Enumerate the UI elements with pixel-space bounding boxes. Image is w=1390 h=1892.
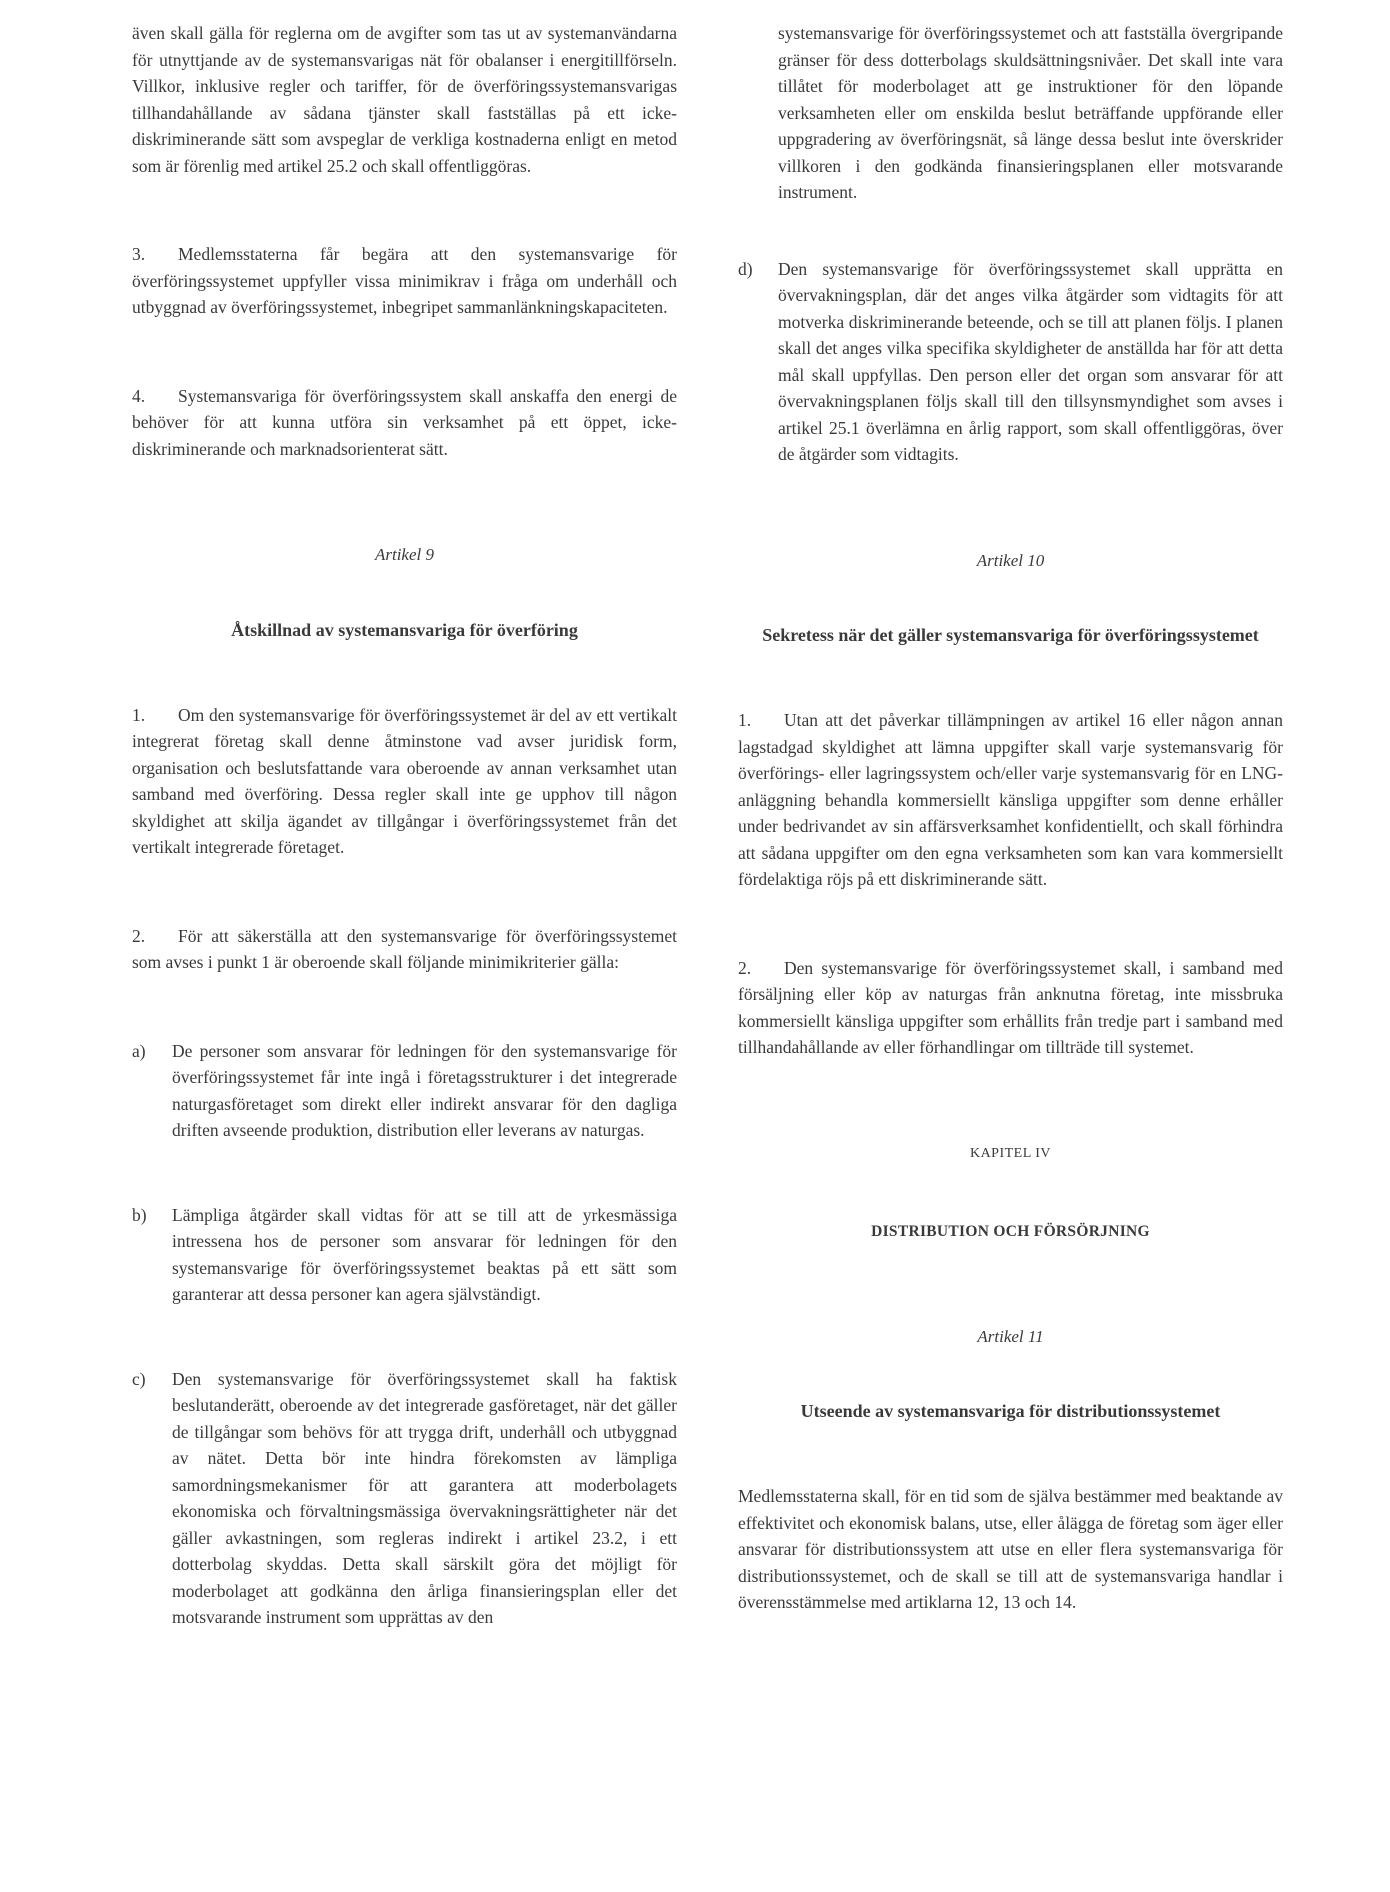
article-11-title: Utseende av systemansvariga för distributionssystemet: [800, 1401, 1221, 1421]
article-11-label: Artikel 11: [977, 1326, 1044, 1346]
chapter-label: KAPITEL IV: [969, 1145, 1052, 1161]
article-9-paragraph-1: [132, 702, 677, 861]
list-marker: a): [132, 1040, 146, 1061]
article-9-title: Åtskillnad av systemansvariga för överföring: [231, 619, 578, 640]
right-column: [738, 20, 1283, 1616]
article-10-paragraph-1: [738, 707, 1283, 893]
article-10-paragraph-2: [738, 955, 1283, 1061]
list-item-text: Lämpliga åtgärder skall vidtas för att se till att de yrkesmässiga intressena hos de personer som ansvarar för ledningen för den systemansvarige för överföringssystemet beaktas på ett sätt som garanterar att dessa personer kan agera självständigt.: [172, 1204, 677, 1304]
paragraph-4: [132, 383, 677, 463]
article-9-paragraph-2: [132, 923, 677, 976]
paragraph-text: För att säkerställa att den systemansvarige för överföringssystemet som avses i punkt 1 är oberoende skall följande minimikriterier gälla:: [132, 925, 677, 972]
paragraph-number: 2.: [132, 925, 146, 946]
list-marker: b): [132, 1204, 147, 1225]
list-item-c-continued: [738, 20, 1283, 206]
paragraph-number: 4.: [132, 385, 146, 406]
list-item-a: [132, 1038, 677, 1144]
list-marker: c): [132, 1368, 146, 1389]
paragraph-text: Den systemansvarige för överföringssystemet skall, i samband med försäljning eller köp av naturgas från anknutna företag, inte missbruka kommersiellt känsliga uppgifter som erhållits från tredje part i samband med tillhandahållande av eller förhandlingar om tillträde till systemet.: [738, 957, 1283, 1057]
paragraph-intro: även skall gälla för reglerna om de avgifter som tas ut av systemanvändarna för utnyttjande av de systemansvarigas nät för obalanser i energitillförseln. Villkor, inklusive regler och tariffer, för de överföringssystemansvarigas tillhandahållande av sådana tjänster skall fastställas på ett icke-diskriminerande sätt som avspeglar de verkliga kostnaderna enligt en metod som är förenlig med artikel 25.2 och skall offentliggöras.: [132, 23, 677, 176]
list-item-c: [132, 1366, 677, 1631]
list-item-b: [132, 1202, 677, 1308]
paragraph-text: Systemansvariga för överföringssystem skall anskaffa den energi de behöver för att kunna utföra sin verksamhet på ett öppet, icke-diskriminerande och marknadsorienterat sätt.: [132, 385, 677, 459]
paragraph-text: Medlemsstaterna får begära att den systemansvarige för överföringssystemet uppfyller vissa minimikrav i fråga om underhåll och utbyggnad av överföringssystemet, inbegripet sammanlänkningskapaciteten.: [132, 244, 677, 317]
left-column: [132, 20, 677, 1631]
list-item-text: Den systemansvarige för överföringssystemet skall ha faktisk beslutanderätt, oberoende av det integrerade gasföretaget, när det gäller de tillgångar som behövs för att trygga drift, underhåll och utbyggnad av nätet. Detta bör inte hindra förekomsten av lämpliga samordningsmekanismer för att garantera att moderbolagets ekonomiska och förvaltningsmässiga övervakningsrättigheter när det gäller avkastningen, som regleras indirekt i artikel 23.2, i ett dotterbolag skyddas. Detta skall särskilt göra det möjligt för moderbolaget att godkänna den årliga finansieringsplan eller det motsvarande instrument som upprättas av den: [172, 1368, 677, 1627]
list-item-text: systemansvarige för överföringssystemet och att fastställa övergripande gränser för dess dotterbolags skuldsättningsnivåer. Det skall inte vara tillåtet för moderbolaget att ge instruktioner för den löpande verksamheten eller om enskilda beslut beträffande uppförande eller uppgradering av överföringsnät, så länge dessa beslut inte överskrider villkoren i den godkända finansieringsplanen eller motsvarande instrument.: [778, 23, 1283, 202]
paragraph-text: Om den systemansvarige för överföringssystemet är del av ett vertikalt integrerat företag skall denne åtminstone vad avser juridisk form, organisation och beslutsfattande vara oberoende av annan verksamhet utan samband med överföring. Dessa regler skall inte ge upphov till någon skyldighet att skilja ägandet av tillgångar i överföringssystemet från det vertikalt integrerade företaget.: [132, 704, 677, 857]
list-marker: d): [738, 258, 753, 279]
article-9-label: Artikel 9: [374, 545, 434, 564]
paragraph-3: [132, 241, 677, 321]
paragraph-number: 1.: [132, 704, 146, 725]
paragraph-text: Utan att det påverkar tillämpningen av artikel 16 eller någon annan lagstadgad skyldighet att lämna uppgifter skall varje systemansvarig för överförings- eller lagringssystem och/eller varje systemansvarig för en LNG-anläggning behandla kommersiellt känsliga uppgifter som denne erhåller under bedrivandet av sin affärsverksamhet konfidentiellt, och skall förhindra att sådana uppgifter om den egna verksamheten som kan vara kommersiellt fördelaktiga röjs på ett diskriminerande sätt.: [738, 710, 1283, 889]
list-item-text: Den systemansvarige för överföringssystemet skall upprätta en övervakningsplan, där det anges vilka åtgärder som vidtagits för att motverka diskriminerande beteende, och se till att planen följs. I planen skall det anges vilka specifika skyldigheter de anställda har för att detta mål skall uppfyllas. Den person eller det organ som ansvarar för att övervakningsplanen följs skall till den tillsynsmyndighet som avses i artikel 25.1 överlämna en årlig rapport, som skall offentliggöras, över de åtgärder som vidtagits.: [778, 258, 1283, 464]
paragraph-number: 3.: [132, 244, 146, 264]
article-10-title: Sekretess när det gäller systemansvariga för överföringssystemet: [762, 625, 1259, 645]
paragraph-number: 2.: [738, 957, 752, 978]
chapter-title: DISTRIBUTION OCH FÖRSÖRJNING: [871, 1223, 1150, 1240]
article-11-paragraph: Medlemsstaterna skall, för en tid som de själva bestämmer med beaktande av effektivitet och ekonomisk balans, utse, eller ålägga de företag som äger eller ansvarar för distributionssystem att utse en eller flera systemansvariga för distributionssystemet, och de skall se till att de systemansvariga handlar i överensstämmelse med artiklarna 12, 13 och 14.: [738, 1486, 1283, 1612]
article-10-label: Artikel 10: [976, 550, 1045, 570]
paragraph-number: 1.: [738, 710, 752, 730]
list-item-d: [738, 256, 1283, 468]
list-item-text: De personer som ansvarar för ledningen för den systemansvarige för överföringssystemet får inte ingå i företagsstrukturer i det integrerade naturgasföretaget som direkt eller indirekt ansvarar för den dagliga driften avseende produktion, distribution eller leverans av naturgas.: [172, 1040, 677, 1140]
